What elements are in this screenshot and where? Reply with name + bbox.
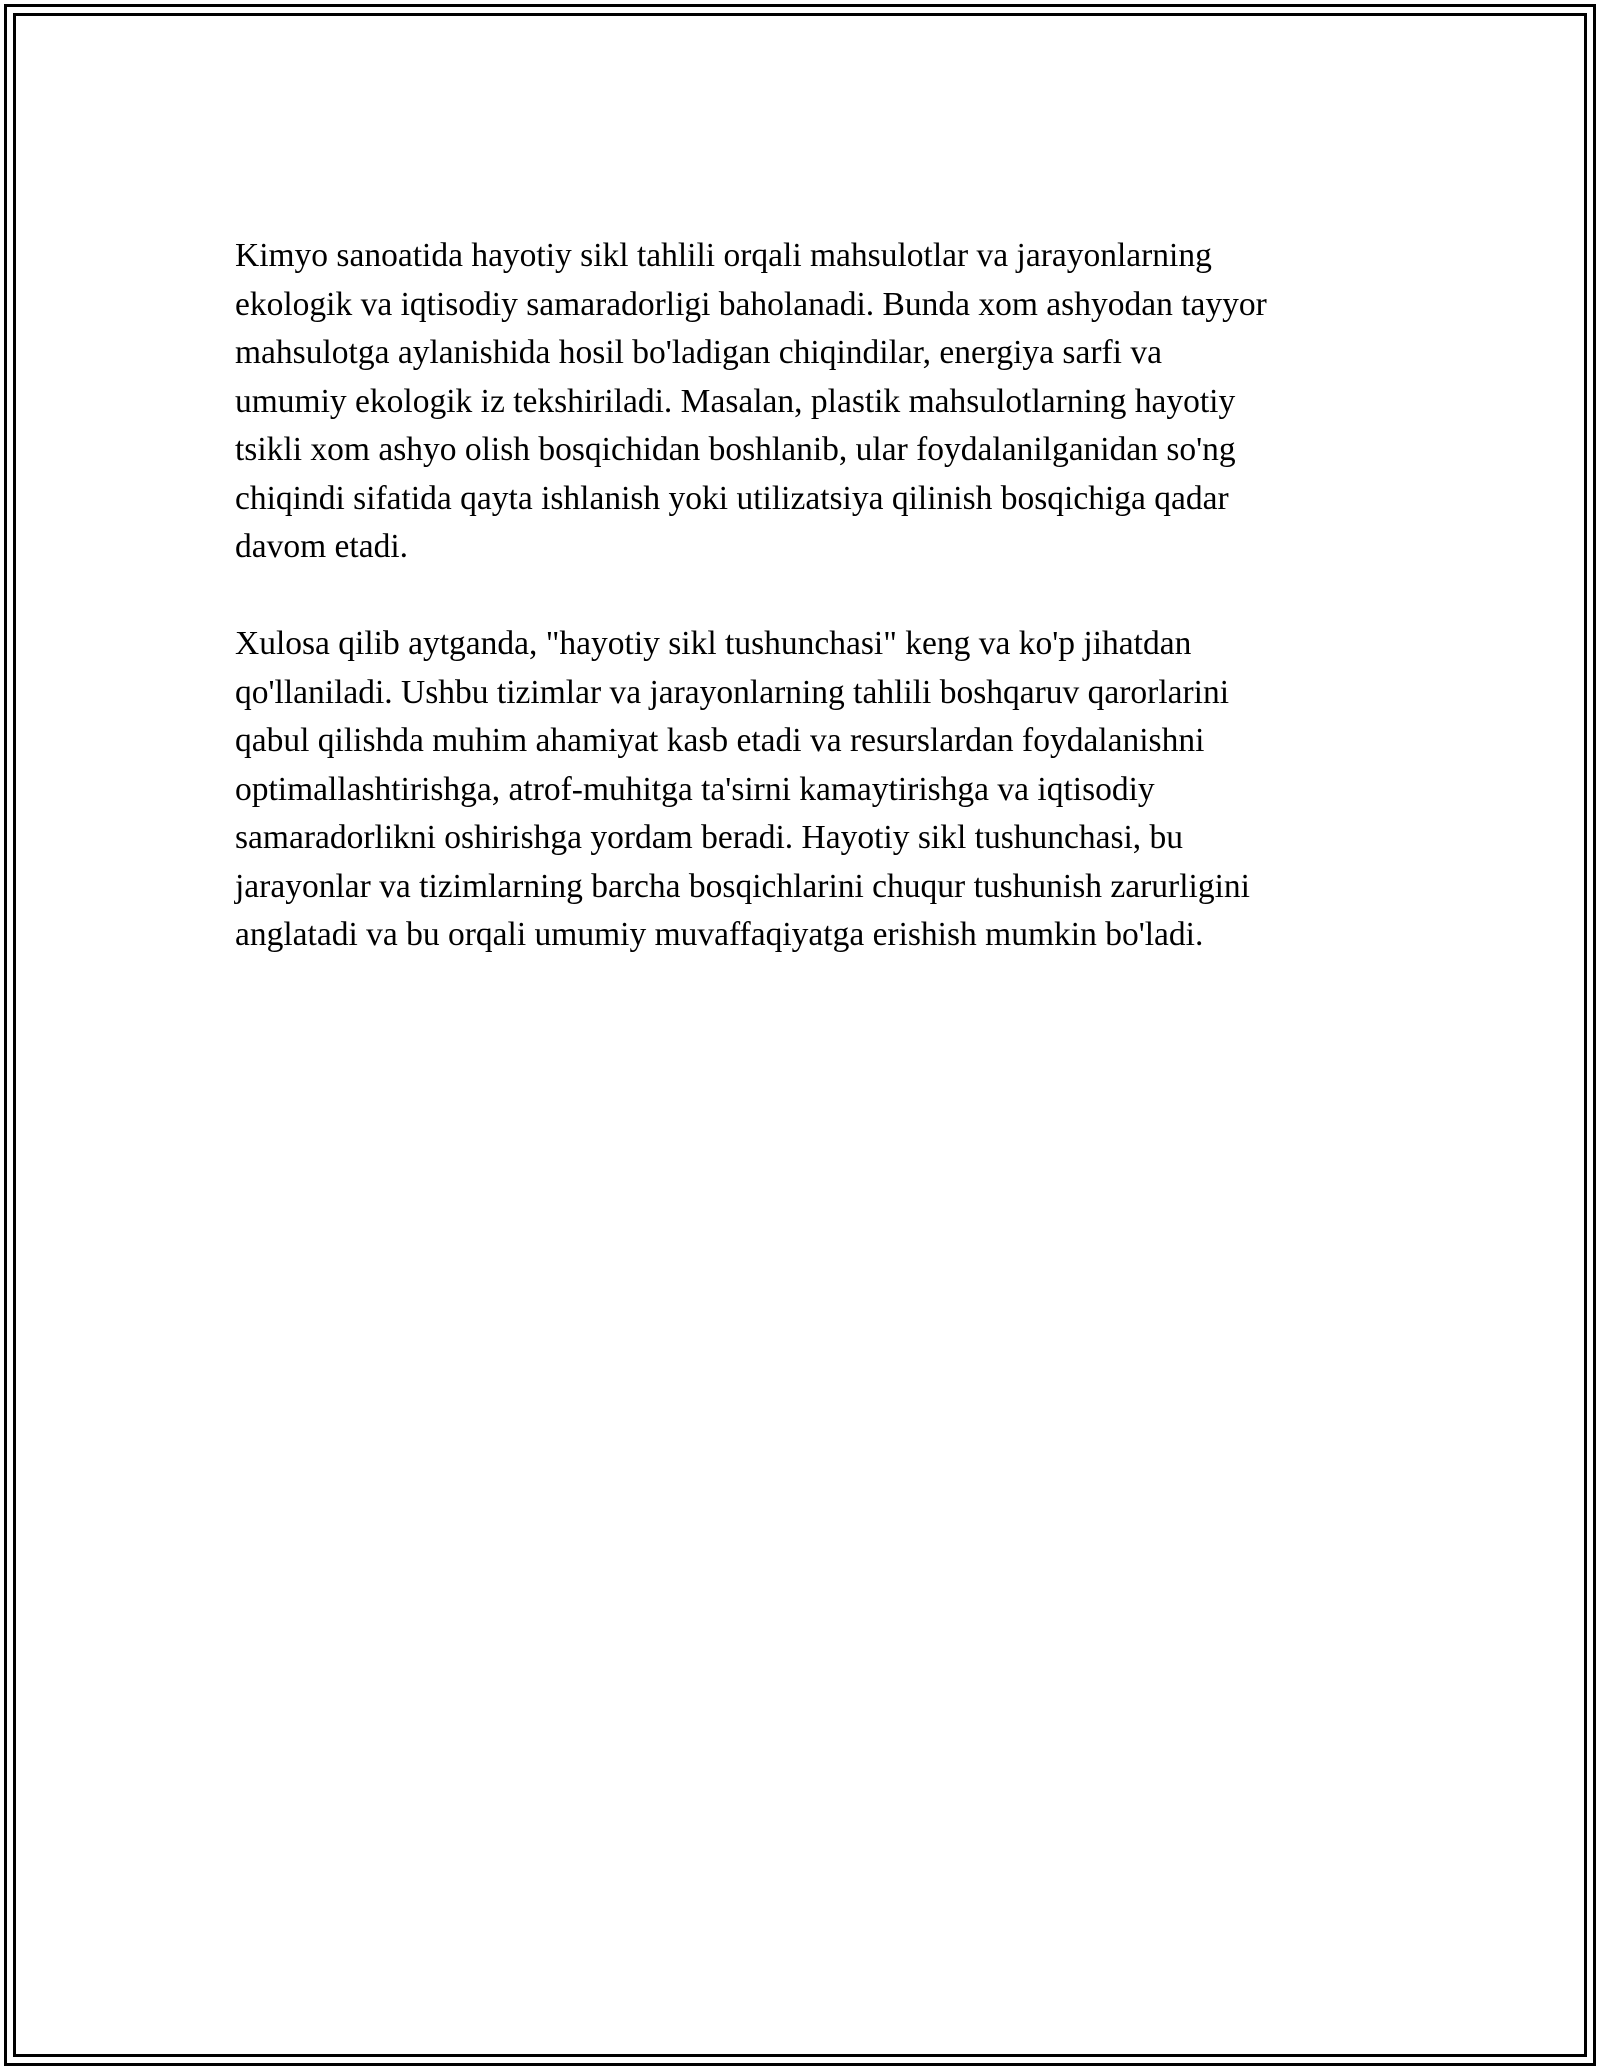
paragraph-2-line-4: optimallashtirishga, atrof-muhitga ta'sirni kamaytirishga va iqtisodiy: [235, 770, 1155, 808]
paragraph-2-line-7: anglatadi va bu orqali umumiy muvaffaqiyatga erishish mumkin bo'ladi.: [235, 916, 1204, 953]
paragraph-1-line-5: tsikli xom ashyo olish bosqichidan boshlanib, ular foydalanilganidan so'ng: [235, 431, 1236, 468]
paragraph-1: [235, 232, 1405, 572]
paragraph-2-line-1: Xulosa qilib aytganda, "hayotiy sikl tushunchasi" keng va ko'p jihatdan: [235, 625, 1192, 662]
paragraph-1-line-7: davom etadi.: [235, 528, 409, 565]
paragraph-1-line-6: chiqindi sifatida qayta ishlanish yoki utilizatsiya qilinish bosqichiga qadar: [235, 479, 1229, 517]
paragraph-1-line-2: ekologik va iqtisodiy samaradorligi baholanadi. Bunda xom ashyodan tayyor: [235, 285, 1267, 323]
paragraph-2-line-5: samaradorlikni oshirishga yordam beradi. Hayotiy sikl tushunchasi, bu: [235, 819, 1184, 856]
paragraph-2-line-6: jarayonlar va tizimlarning barcha bosqichlarini chuqur tushunish zarurligini: [235, 867, 1250, 905]
paragraph-2-line-3: qabul qilishda muhim ahamiyat kasb etadi va resurslardan foydalanishni: [235, 722, 1205, 759]
document-body: [235, 232, 1405, 1008]
paragraph-2-line-2: qo'llaniladi. Ushbu tizimlar va jarayonlarning tahlili boshqaruv qarorlarini: [235, 673, 1230, 711]
paragraph-1-line-3: mahsulotga aylanishida hosil bo'ladigan chiqindilar, energiya sarfi va: [235, 334, 1162, 371]
paragraph-2: [235, 620, 1405, 960]
paragraph-1-line-4: umumiy ekologik iz tekshiriladi. Masalan, plastik mahsulotlarning hayotiy: [235, 382, 1236, 420]
paragraph-1-line-1: Kimyo sanoatida hayotiy sikl tahlili orqali mahsulotlar va jarayonlarning: [235, 237, 1212, 274]
